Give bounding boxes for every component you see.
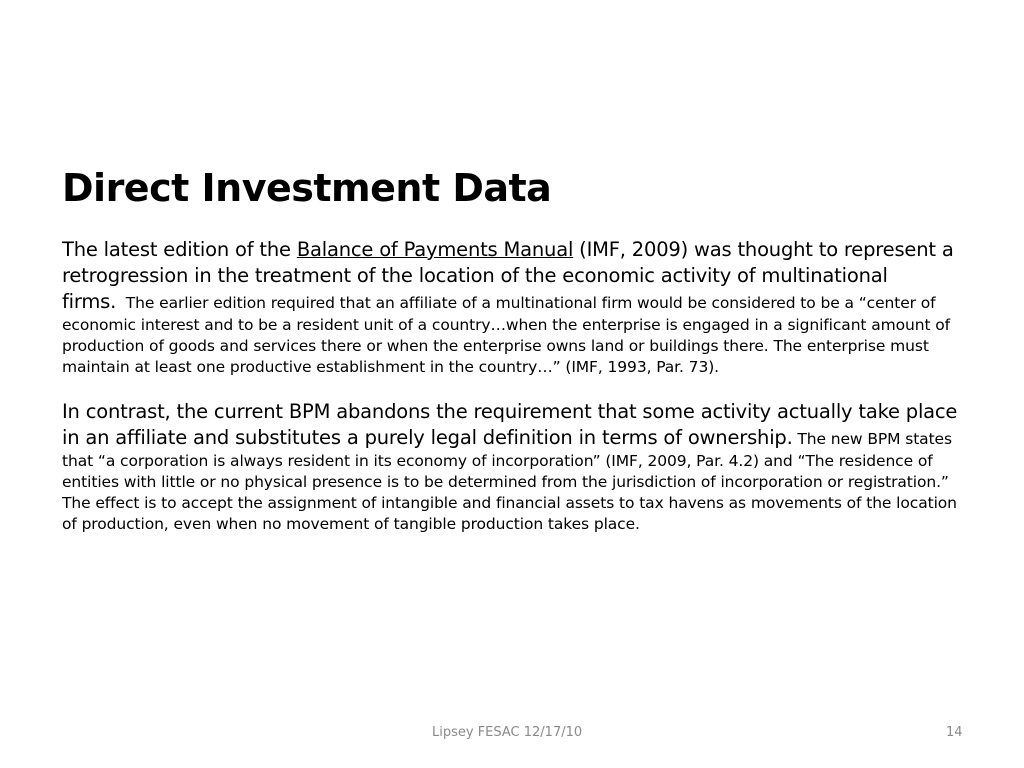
slide-body (62, 237, 962, 535)
paragraph-2-detail: The new BPM states that “a corporation is always resident in its economy of incorporation” (IMF, 2009, Par. 4.2) and “The residence of entities with little or no physical presence is to be determined from the jurisdiction of incorporation or registration.” The effect is to accept the assignment of intangible and financial assets to tax havens as movements of the location of production, even when no movement of tangible production takes place. (62, 430, 957, 533)
paragraph-2-lead: In contrast, the current BPM abandons the requirement that some activity actually take place in an affiliate and substitutes a purely legal definition in terms of ownership. (62, 400, 958, 449)
slide-title: Direct Investment Data (62, 166, 552, 210)
footer-text: Lipsey FESAC 12/17/10 (432, 725, 583, 740)
paragraph-1 (62, 237, 962, 378)
paragraph-1-lead-before: The latest edition of the (62, 238, 297, 261)
page-number: 14 (946, 725, 963, 740)
paragraph-1-detail: The earlier edition required that an affiliate of a multinational firm would be considered to be a “center of economic interest and to be a resident unit of a country…when the enterprise is engaged in a significant amount of production of goods and services there or when the enterprise owns land or buildings there. The enterprise must maintain at least one productive establishment in the country…” (IMF, 1993, Par. 73). (62, 294, 950, 376)
paragraph-1-lead-after: (IMF, 2009) was thought to represent a retrogression in the treatment of the location of the economic activity of multinational firms. (62, 238, 954, 313)
paragraph-spacer (62, 378, 962, 399)
paragraph-2 (62, 399, 962, 535)
manual-title: Balance of Payments Manual (296, 238, 574, 261)
